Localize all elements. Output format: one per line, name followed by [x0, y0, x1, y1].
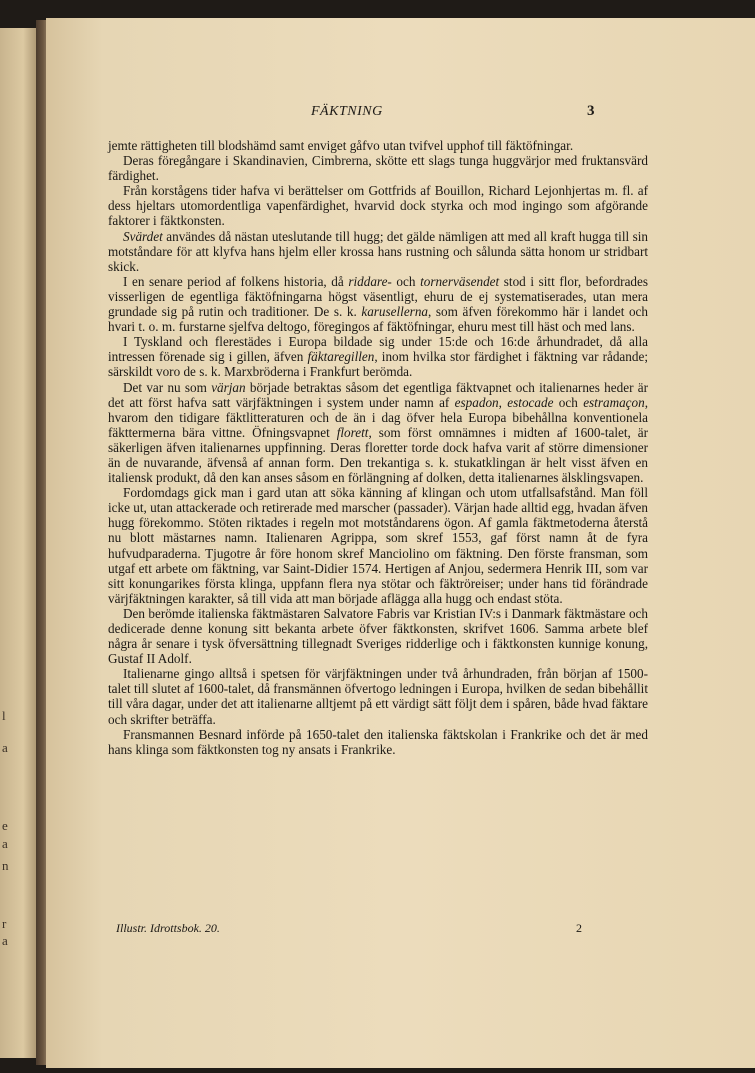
paragraph — [108, 380, 648, 486]
left-page-fragment: a — [2, 933, 8, 948]
page-header — [46, 104, 755, 124]
body-text — [108, 138, 648, 757]
italic-term: fäktaregillen — [307, 349, 375, 365]
running-head: FÄKTNING — [311, 104, 383, 119]
italic-term: riddare- — [348, 273, 392, 289]
italic-term: karusellerna — [361, 304, 429, 320]
paragraph: Fransmannen Besnard införde på 1650-talet den italienska fäktskolan i Frankrike och det är med hans klinga som fäktkonsten tog ny ansats i Frankrike. — [108, 726, 648, 757]
italic-term: tornerväsendet — [420, 273, 500, 289]
italic-term: florett — [336, 424, 369, 440]
left-page-fragment: e — [2, 818, 8, 833]
text-run: och — [553, 394, 584, 410]
text-run: Det var nu som — [123, 379, 212, 395]
left-page-fragment: l — [2, 708, 6, 723]
left-page-fragment: a — [2, 836, 8, 851]
text-run: användes då nästan uteslutande till hugg; det gälde nämligen att med all kraft hugga till sin motståndare för att klyfva hans hjelm eller krossa hans rustning och sålunda sätta honom ur stridbart skick. — [108, 228, 648, 274]
footer-source: Illustr. Idrottsbok. 20. — [116, 921, 220, 935]
italic-term: espadon — [454, 394, 499, 410]
paragraph: Deras föregångare i Skandinavien, Cimbrerna, skötte ett slags tunga huggvärjor med fruktansvärd färdighet. — [108, 153, 648, 184]
left-page-fragment: n — [2, 858, 9, 873]
footer-signature: 2 — [576, 921, 582, 935]
page-number: 3 — [587, 103, 595, 119]
text-run: , inom hvilka stor färdighet i fäktning var rådande; särskildt voro de s. k. Marxbröderna i Frankfurt berömda. — [108, 349, 648, 380]
text-run: , hvarom den tidigare fäktlitteraturen och de än i dag öfver hela Europa bibehållna konventionela fäkttermerna bära vittne. Öfningsvapnet — [108, 394, 649, 440]
text-run: , som först omnämnes i midten af 1600-talet, är säkerligen äfven italienarnes uppfinning. Deras floretter torde dock hafva varit af större dimensioner än de nuvarande, äfvenså af annan form. Den trekantiga s. k. stukatklingan är helt visst äfven en italiensk produkt, då den kan anses såsom en förlängning af dolken, detta italienarnes älsklingsvapen. — [108, 424, 648, 486]
paragraph — [108, 274, 648, 334]
paragraph — [108, 229, 648, 274]
italic-term: värjan — [211, 379, 246, 395]
page-footer — [46, 921, 755, 939]
italic-term: estramaçon — [583, 394, 645, 410]
text-run: , — [498, 394, 508, 410]
text-run: , som äfven förekommo här i landet och hvari t. o. m. furstarne sjelfva deltogo, föregingos af fäktöfningar, ehuru mest till häst och med lans. — [108, 304, 648, 335]
paragraph: jemte rättigheten till blodshämd samt enviget gåfvo utan tvifvel upphof till fäktöfningar. — [108, 138, 574, 153]
text-run: I en senare period af folkens historia, då — [123, 273, 349, 289]
paragraph — [108, 334, 648, 379]
paragraph: Från korstågens tider hafva vi berättelser om Gottfrids af Bouillon, Richard Lejonhjertas m. fl. af dess hjeltars utomordentliga vapenfärdighet, hvarvid dock styrka och mod ingingo som afgörande faktorer i fäktkonsten. — [108, 183, 648, 229]
text-run: stod i sitt flor, befordrades visserligen de egentliga fäktöfningarna högst väsentligt, ehuru de ej systematiserades, utan mera grundade sig på rutin och traditioner. De s. k. — [108, 273, 648, 320]
left-page-fragment: r — [2, 916, 7, 931]
italic-term: estocade — [507, 394, 554, 410]
paragraph: Fordomdags gick man i gard utan att söka känning af klingan och utom utfallsafstånd. Man föll icke ut, utan attackerade och retirerade med marscher (passader). Värjan hade alltid egg, hvadan äfven hugg förekommo. Stöten riktades i regeln mot motståndarens ögon. Af gamla fäktmetoderna återstå nu blott mästarnes namn. Italienaren Agrippa, som skref 1553, gaf först namn åt de fyra hufvudparaderna. Tjugotre år före honom skref Manciolino om fäktning. Den förste fransman, som utgaf ett arbete om fäktning, var Saint-Didier 1574. Hertigen af Anjou, sedermera Henrik III, som var sitt konungarikes första klinga, uppfann flera nya stötar och fäktröreiser; under hans tid förändrade värjfäktningen karakter, så till vida att man började aflägga alla hugg och endast stöta. — [108, 485, 648, 606]
left-page-fragment: a — [2, 740, 8, 755]
paragraph: Den berömde italienska fäktmästaren Salvatore Fabris var Kristian IV:s i Danmark fäktmästare och dedicerade denne konung sitt bekanta arbete öfver fäktkonsten, skrifvet 1606. Samma arbete blef några år senare i tysk öfversättning tillegnadt Sveriges ridderlige och i fäktkonsten kunnige konung, Gustaf II Adolf. — [108, 605, 648, 667]
text-run: I Tyskland och flerestädes i Europa bildade sig under 15:de och 16:de århundradet, då alla intressen förenade sig i gillen, äfven — [108, 334, 648, 365]
paragraph: Italienarne gingo alltså i spetsen för värjfäktningen under två århundraden, från början af 1500-talet till slutet af 1600-talet, då fransmännen öfvertogo ledningen i Europa, hvilken de sedan bibehållit till våra dagar, under det att italienarne alltjemt på ett värdigt sätt följt dem i spåren, både hvad fäktare och skrifter beträffa. — [108, 666, 648, 727]
text-run: och — [391, 273, 421, 289]
italic-term: Svärdet — [123, 228, 163, 244]
text-run: började betraktas såsom det egentliga fäktvapnet och italienarnes heder är det att först hafva satt värjfäktningen i system under namn af — [108, 379, 648, 410]
book-page — [46, 18, 755, 1068]
